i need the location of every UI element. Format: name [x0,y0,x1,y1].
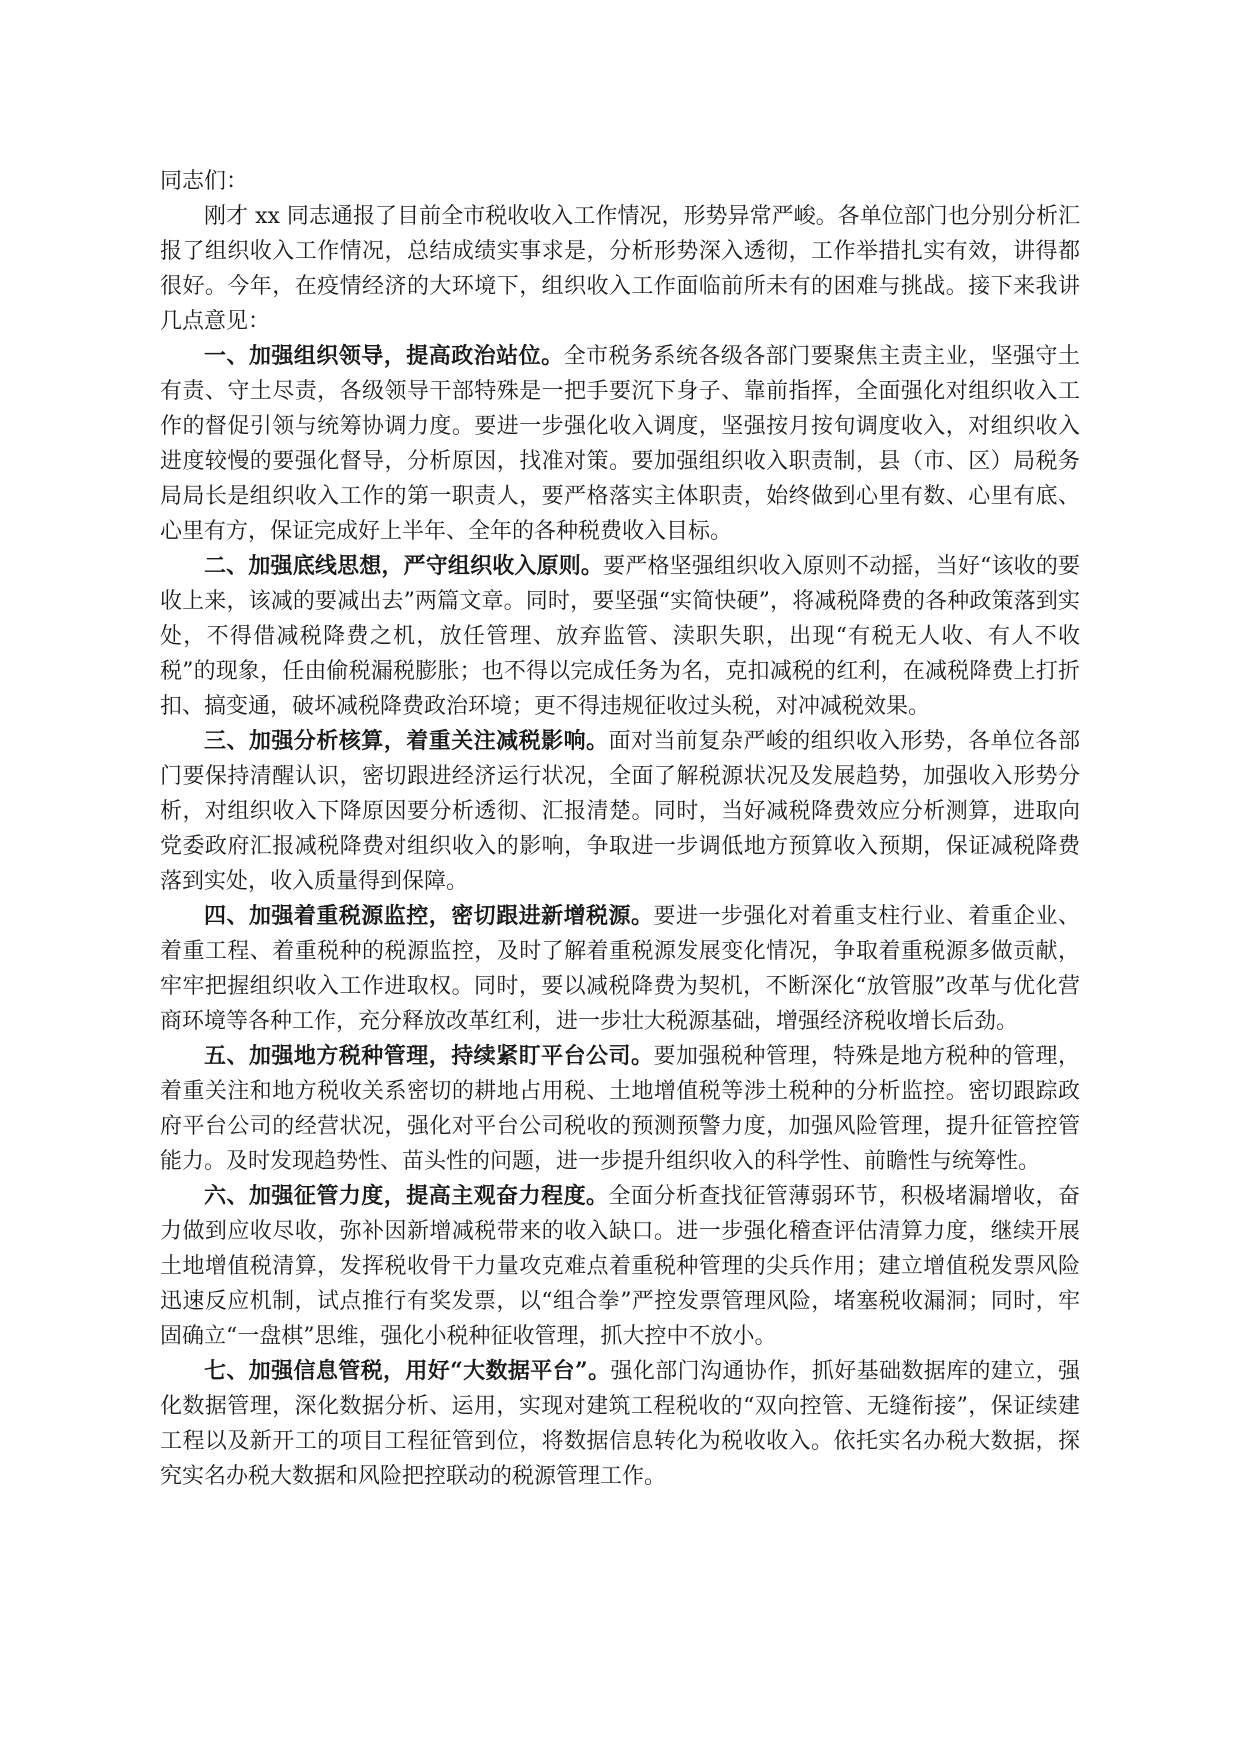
section-4 [160,899,1080,1039]
section-heading: 七、加强信息管税，用好“大数据平台”。 [204,1358,611,1384]
section-3 [160,724,1080,899]
section-heading: 三、加强分析核算，着重关注减税影响。 [204,728,609,754]
section-6 [160,1179,1080,1354]
document-page [160,164,1080,1494]
section-heading: 二、加强底线思想，严守组织收入原则。 [204,553,604,579]
section-heading: 五、加强地方税种管理，持续紧盯平台公司。 [204,1043,654,1069]
section-body: 全市税务系统各级各部门要聚焦主责主业，坚强守土有责、守土尽责，各级领导干部特殊是一把手要沉下身子、靠前指挥，全面强化对组织收入工作的督促引领与统筹协调力度。要进一步强化收入调度，坚强按月按旬调度收入，对组织收入进度较慢的要强化督导，分析原因，找准对策。要加强组织收入职责制，县（市、区）局税务局局长是组织收入工作的第一职责人，要严格落实主体职责，始终做到心里有数、心里有底、心里有方，保证完成好上半年、全年的各种税费收入目标。 [160,344,1080,544]
section-7 [160,1354,1080,1494]
section-heading: 六、加强征管力度，提高主观奋力程度。 [204,1183,609,1209]
section-1 [160,339,1080,549]
section-body: 要加强税种管理，特殊是地方税种的管理，着重关注和地方税收关系密切的耕地占用税、土地增值税等涉土税种的分析监控。密切跟踪政府平台公司的经营状况，强化对平台公司税收的预测预警力度，加强风险管理，提升征管控管能力。及时发现趋势性、苗头性的问题，进一步提升组织收入的科学性、前瞻性与统筹性。 [160,1044,1080,1174]
salutation: 同志们： [160,169,249,194]
section-5 [160,1039,1080,1179]
section-heading: 四、加强着重税源监控，密切跟进新增税源。 [204,903,654,929]
intro-paragraph: 刚才 xx 同志通报了目前全市税收收入工作情况，形势异常严峻。各单位部门也分别分析汇报了组织收入工作情况，总结成绩实事求是，分析形势深入透彻，工作举措扎实有效，讲得都很好。今年，在疫情经济的大环境下，组织收入工作面临前所未有的困难与挑战。接下来我讲几点意见： [160,204,1080,334]
section-body: 强化部门沟通协作，抓好基础数据库的建立，强化数据管理，深化数据分析、运用，实现对建筑工程税收的“双向控管、无缝衔接”，保证续建工程以及新开工的项目工程征管到位，将数据信息转化为税收收入。依托实名办税大数据，探究实名办税大数据和风险把控联动的税源管理工作。 [160,1359,1080,1489]
section-body: 要进一步强化对着重支柱行业、着重企业、着重工程、着重税种的税源监控，及时了解着重税源发展变化情况，争取着重税源多做贡献，牢牢把握组织收入工作进取权。同时，要以减税降费为契机，不断深化“放管服”改革与优化营商环境等各种工作，充分释放改革红利，进一步壮大税源基础，增强经济税收增长后劲。 [160,904,1080,1034]
section-body: 全面分析查找征管薄弱环节，积极堵漏增收，奋力做到应收尽收，弥补因新增减税带来的收入缺口。进一步强化稽查评估清算力度，继续开展土地增值税清算，发挥税收骨干力量攻克难点着重税种管理的尖兵作用；建立增值税发票风险迅速反应机制，试点推行有奖发票，以“组合拳”严控发票管理风险，堵塞税收漏洞；同时，牢固确立“一盘棋”思维，强化小税种征收管理，抓大控中不放小。 [160,1184,1080,1349]
section-heading: 一、加强组织领导，提高政治站位。 [204,343,564,369]
section-body: 面对当前复杂严峻的组织收入形势，各单位各部门要保持清醒认识，密切跟进经济运行状况，全面了解税源状况及发展趋势，加强收入形势分析，对组织收入下降原因要分析透彻、汇报清楚。同时，当好减税降费效应分析测算，进取向党委政府汇报减税降费对组织收入的影响，争取进一步调低地方预算收入预期，保证减税降费落到实处，收入质量得到保障。 [160,729,1080,894]
section-2 [160,549,1080,724]
section-body: 要严格坚强组织收入原则不动摇，当好“该收的要收上来，该减的要减出去”两篇文章。同时，要坚强“实简快硬”，将减税降费的各种政策落到实处，不得借减税降费之机，放任管理、放弃监管、渎职失职，出现“有税无人收、有人不收税”的现象，任由偷税漏税膨胀；也不得以完成任务为名，克扣减税的红利，在减税降费上打折扣、搞变通，破坏减税降费政治环境；更不得违规征收过头税，对冲减税效果。 [160,554,1080,719]
